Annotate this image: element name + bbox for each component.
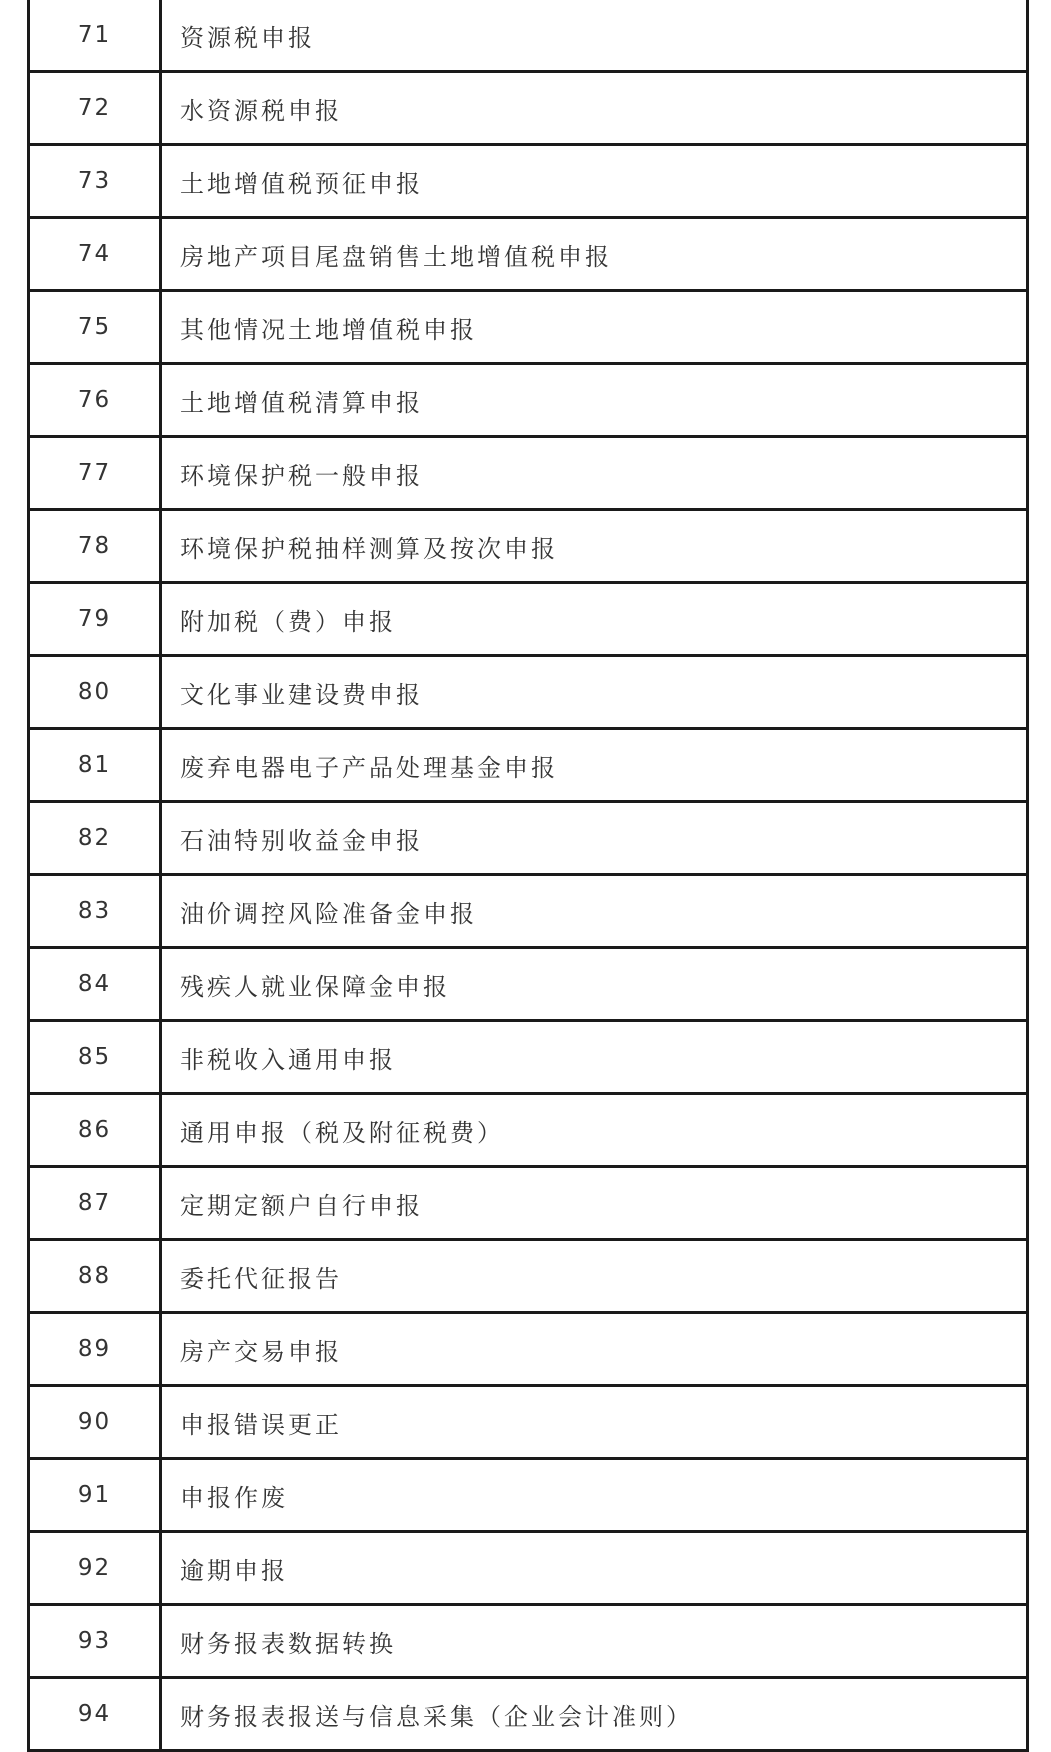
table-row (30, 1095, 1026, 1168)
row-item-name: 残疾人就业保障金申报 (180, 972, 450, 1001)
row-item-name: 定期定额户自行申报 (180, 1191, 423, 1220)
row-number: 79 (30, 584, 162, 654)
row-number: 72 (30, 73, 162, 143)
row-item-name: 非税收入通用申报 (180, 1045, 396, 1074)
row-number: 77 (30, 438, 162, 508)
row-number: 82 (30, 803, 162, 873)
table-row (30, 1168, 1026, 1241)
row-number: 91 (30, 1460, 162, 1530)
row-number: 83 (30, 876, 162, 946)
row-number: 81 (30, 730, 162, 800)
table-row (30, 584, 1026, 657)
row-item-name: 油价调控风险准备金申报 (180, 899, 477, 928)
row-number: 94 (30, 1679, 162, 1749)
table-row (30, 803, 1026, 876)
table-row (30, 876, 1026, 949)
row-number: 84 (30, 949, 162, 1019)
row-item-name: 申报作废 (180, 1483, 288, 1512)
row-number: 75 (30, 292, 162, 362)
row-number: 89 (30, 1314, 162, 1384)
table-row (30, 146, 1026, 219)
row-item-name: 土地增值税清算申报 (180, 388, 423, 417)
table-row (30, 365, 1026, 438)
table-row (30, 1022, 1026, 1095)
service-table (27, 0, 1029, 1752)
row-number: 90 (30, 1387, 162, 1457)
table-row (30, 730, 1026, 803)
row-number: 73 (30, 146, 162, 216)
row-item-name: 通用申报（税及附征税费） (180, 1118, 504, 1147)
row-item-name: 房地产项目尾盘销售土地增值税申报 (180, 242, 612, 271)
row-number: 86 (30, 1095, 162, 1165)
table-row (30, 657, 1026, 730)
row-number: 93 (30, 1606, 162, 1676)
row-item-name: 附加税（费）申报 (180, 607, 396, 636)
row-number: 78 (30, 511, 162, 581)
table-row (30, 1387, 1026, 1460)
row-item-name: 委托代征报告 (180, 1264, 342, 1293)
row-item-name: 水资源税申报 (180, 96, 342, 125)
table-row (30, 438, 1026, 511)
row-item-name: 申报错误更正 (180, 1410, 342, 1439)
row-item-name: 环境保护税抽样测算及按次申报 (180, 534, 558, 563)
row-item-name: 土地增值税预征申报 (180, 169, 423, 198)
table-row (30, 949, 1026, 1022)
table-row (30, 292, 1026, 365)
table-row (30, 1241, 1026, 1314)
row-item-name: 其他情况土地增值税申报 (180, 315, 477, 344)
row-item-name: 逾期申报 (180, 1556, 288, 1585)
row-item-name: 文化事业建设费申报 (180, 680, 423, 709)
table-row (30, 1314, 1026, 1387)
table-row (30, 0, 1026, 73)
table-row (30, 1606, 1026, 1679)
row-item-name: 石油特别收益金申报 (180, 826, 423, 855)
row-number: 92 (30, 1533, 162, 1603)
table-row (30, 73, 1026, 146)
table-row (30, 1679, 1026, 1752)
row-item-name: 财务报表报送与信息采集（企业会计准则） (180, 1702, 693, 1731)
table-row (30, 219, 1026, 292)
row-number: 85 (30, 1022, 162, 1092)
table-row (30, 1460, 1026, 1533)
row-item-name: 资源税申报 (180, 23, 315, 52)
row-number: 71 (30, 0, 162, 70)
table-row (30, 511, 1026, 584)
row-item-name: 房产交易申报 (180, 1337, 342, 1366)
table-row (30, 1533, 1026, 1606)
row-item-name: 环境保护税一般申报 (180, 461, 423, 490)
row-item-name: 财务报表数据转换 (180, 1629, 396, 1658)
row-number: 80 (30, 657, 162, 727)
row-number: 76 (30, 365, 162, 435)
row-number: 74 (30, 219, 162, 289)
row-item-name: 废弃电器电子产品处理基金申报 (180, 753, 558, 782)
row-number: 87 (30, 1168, 162, 1238)
row-number: 88 (30, 1241, 162, 1311)
